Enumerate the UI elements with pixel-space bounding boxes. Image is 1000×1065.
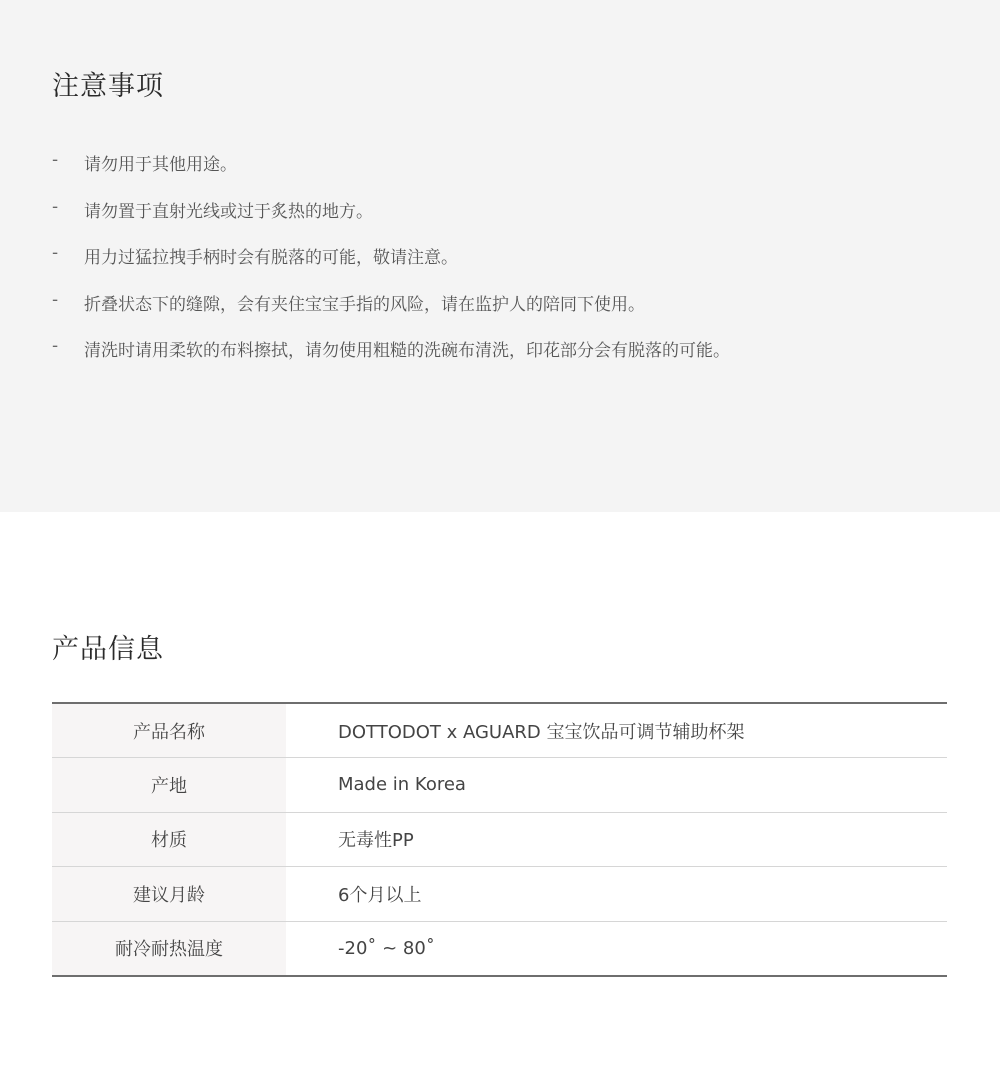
bullet-dash: - bbox=[52, 243, 59, 263]
bullet-dash: - bbox=[52, 336, 59, 356]
table-row bbox=[52, 703, 947, 758]
notice-text: 清洗时请用柔软的布料擦拭，请勿使用粗糙的洗碗布清洗，印花部分会有脱落的可能。 bbox=[84, 341, 730, 361]
product-info-table bbox=[52, 702, 947, 977]
row-label: 产地 bbox=[52, 758, 286, 813]
row-value: 无毒性PP bbox=[338, 830, 414, 852]
notice-text: 请勿用于其他用途。 bbox=[84, 155, 237, 175]
row-label: 耐冷耐热温度 bbox=[52, 921, 286, 976]
bullet-dash: - bbox=[52, 289, 59, 310]
notice-list bbox=[52, 150, 730, 383]
row-value: Made in Korea bbox=[338, 774, 466, 796]
row-label: 产品名称 bbox=[52, 703, 286, 758]
row-value: -20˚ ~ 80˚ bbox=[338, 937, 435, 959]
list-item bbox=[52, 243, 730, 290]
row-label: 材质 bbox=[52, 812, 286, 867]
table-row bbox=[52, 758, 947, 813]
row-value: DOTTODOT x AGUARD 宝宝饮品可调节辅助杯架 bbox=[338, 721, 745, 743]
list-item bbox=[52, 197, 730, 244]
row-value: 6个月以上 bbox=[338, 884, 422, 906]
list-item bbox=[52, 290, 730, 337]
notice-text: 用力过猛拉拽手柄时会有脱落的可能，敬请注意。 bbox=[84, 248, 458, 268]
bullet-dash: - bbox=[52, 196, 59, 217]
list-item bbox=[52, 150, 730, 197]
table-row bbox=[52, 921, 947, 976]
list-item bbox=[52, 336, 730, 383]
table-row bbox=[52, 812, 947, 867]
notice-text: 折叠状态下的缝隙，会有夹住宝宝手指的风险，请在监护人的陪同下使用。 bbox=[84, 294, 645, 315]
row-label: 建议月龄 bbox=[52, 867, 286, 922]
notice-section bbox=[0, 0, 1000, 512]
table-row bbox=[52, 867, 947, 922]
notice-text: 请勿置于直射光线或过于炙热的地方。 bbox=[84, 201, 373, 222]
bullet-dash: - bbox=[52, 150, 59, 170]
product-info-title: 产品信息 bbox=[52, 634, 164, 665]
notice-title: 注意事项 bbox=[52, 71, 164, 102]
